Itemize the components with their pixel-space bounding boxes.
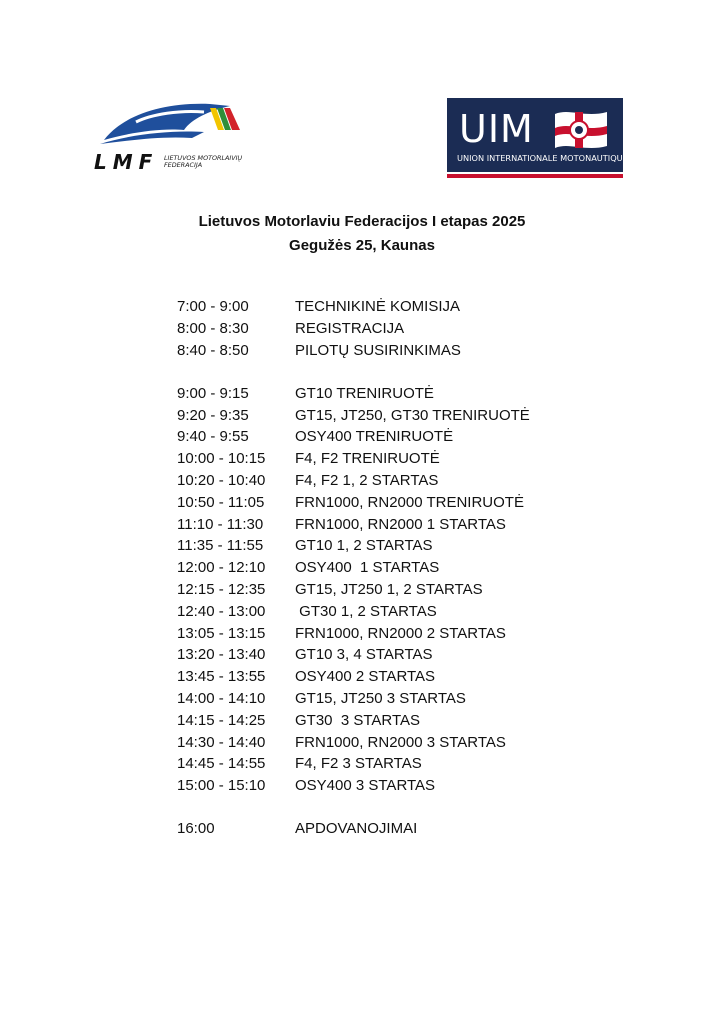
uim-flag-icon [551, 108, 611, 152]
schedule-time: 13:20 - 13:40 [177, 646, 266, 664]
schedule-row [177, 818, 607, 840]
schedule-row [177, 535, 607, 557]
lmf-subtitle-line2: FEDERACIJA [164, 161, 203, 170]
lmf-letters: LMF [94, 150, 159, 174]
schedule-time: 11:10 - 11:30 [177, 515, 264, 533]
schedule-event: GT10 3, 4 STARTAS [295, 646, 433, 664]
schedule-event: TECHNIKINĖ KOMISIJA [295, 298, 461, 315]
schedule-time: 12:15 - 12:35 [177, 580, 266, 598]
schedule-time: 7:00 - 9:00 [177, 298, 249, 315]
schedule-row [177, 688, 607, 710]
schedule-time: 12:40 - 13:00 [177, 602, 266, 620]
schedule-row [177, 318, 607, 340]
schedule-event: FRN1000, RN2000 TRENIRUOTĖ [295, 493, 524, 511]
schedule-row [177, 579, 607, 601]
schedule-time: 10:50 - 11:05 [177, 493, 265, 511]
uim-tagline: UNION INTERNATIONALE MOTONAUTIQUE [457, 153, 628, 163]
schedule-row [177, 340, 607, 362]
schedule-row [177, 492, 607, 514]
schedule-time: 8:40 - 8:50 [177, 341, 249, 359]
schedule-time: 14:00 - 14:10 [177, 689, 266, 707]
schedule-event: F4, F2 1, 2 STARTAS [295, 471, 439, 489]
schedule-row [177, 470, 607, 492]
schedule-row [177, 775, 607, 797]
schedule-time: 10:00 - 10:15 [177, 450, 266, 468]
uim-red-bar [447, 174, 623, 178]
schedule-event: FRN1000, RN2000 2 STARTAS [295, 624, 506, 642]
schedule-event: F4, F2 3 STARTAS [295, 755, 422, 773]
schedule-row [177, 426, 607, 448]
schedule-time: 8:00 - 8:30 [177, 319, 249, 337]
schedule-time: 10:20 - 10:40 [177, 471, 266, 489]
page-subtitle: Gegužės 25, Kaunas [289, 237, 435, 254]
lmf-boat-emblem [92, 96, 252, 148]
schedule-time: 11:35 - 11:55 [177, 537, 264, 555]
uim-logo [447, 98, 628, 178]
uim-letters: UIM [459, 107, 534, 151]
schedule-row [177, 557, 607, 579]
schedule-event: OSY400 TRENIRUOTĖ [295, 428, 454, 446]
schedule-event: GT30 1, 2 STARTAS [295, 602, 437, 620]
schedule-event: OSY400 2 STARTAS [295, 668, 436, 686]
lmf-subtitle [164, 155, 254, 170]
schedule-row [177, 405, 607, 427]
schedule-time: 14:45 - 14:55 [177, 755, 266, 773]
schedule-row [177, 732, 607, 754]
schedule-row [177, 753, 607, 775]
schedule-time: 12:00 - 12:10 [177, 559, 266, 577]
schedule-row [177, 666, 607, 688]
schedule-event: OSY400 3 STARTAS [295, 777, 436, 795]
schedule-row [177, 448, 607, 470]
schedule-time: 9:20 - 9:35 [177, 406, 249, 424]
lmf-logo [92, 96, 252, 178]
uim-logo-box [447, 98, 628, 172]
schedule-event: F4, F2 TRENIRUOTĖ [295, 450, 440, 468]
schedule-event: GT15, JT250 1, 2 STARTAS [295, 580, 483, 598]
schedule-event: GT10 1, 2 STARTAS [295, 537, 433, 555]
schedule-row [177, 296, 607, 318]
schedule-time: 14:15 - 14:25 [177, 711, 266, 729]
schedule-event: FRN1000, RN2000 1 STARTAS [295, 515, 506, 533]
schedule-time: 9:00 - 9:15 [177, 384, 249, 402]
lmf-subtitle-line1: LIETUVOS MOTORLAIVIŲ [164, 154, 243, 162]
page-title: Lietuvos Motorlaviu Federacijos I etapas 2025 [198, 213, 526, 230]
schedule-time: 16:00 [177, 820, 215, 838]
schedule-time: 9:40 - 9:55 [177, 428, 249, 446]
schedule-row [177, 383, 607, 405]
schedule-time: 13:05 - 13:15 [177, 624, 266, 642]
schedule-event: GT15, JT250 3 STARTAS [295, 689, 466, 707]
schedule-row [177, 601, 607, 623]
schedule-time: 14:30 - 14:40 [177, 733, 266, 751]
schedule-row [177, 644, 607, 666]
schedule-event: GT30 3 STARTAS [295, 711, 421, 729]
schedule-row [177, 514, 607, 536]
schedule-list [177, 296, 607, 840]
schedule-event: REGISTRACIJA [295, 319, 405, 337]
schedule-event: GT15, JT250, GT30 TRENIRUOTĖ [295, 406, 530, 424]
schedule-event: PILOTŲ SUSIRINKIMAS [295, 341, 461, 359]
schedule-event: APDOVANOJIMAI [295, 820, 418, 838]
schedule-time: 15:00 - 15:10 [177, 777, 266, 795]
schedule-row [177, 623, 607, 645]
schedule-time: 13:45 - 13:55 [177, 668, 266, 686]
schedule-event: OSY400 1 STARTAS [295, 559, 440, 577]
schedule-event: GT10 TRENIRUOTĖ [295, 384, 434, 402]
schedule-event: FRN1000, RN2000 3 STARTAS [295, 733, 506, 751]
schedule-row [177, 710, 607, 732]
